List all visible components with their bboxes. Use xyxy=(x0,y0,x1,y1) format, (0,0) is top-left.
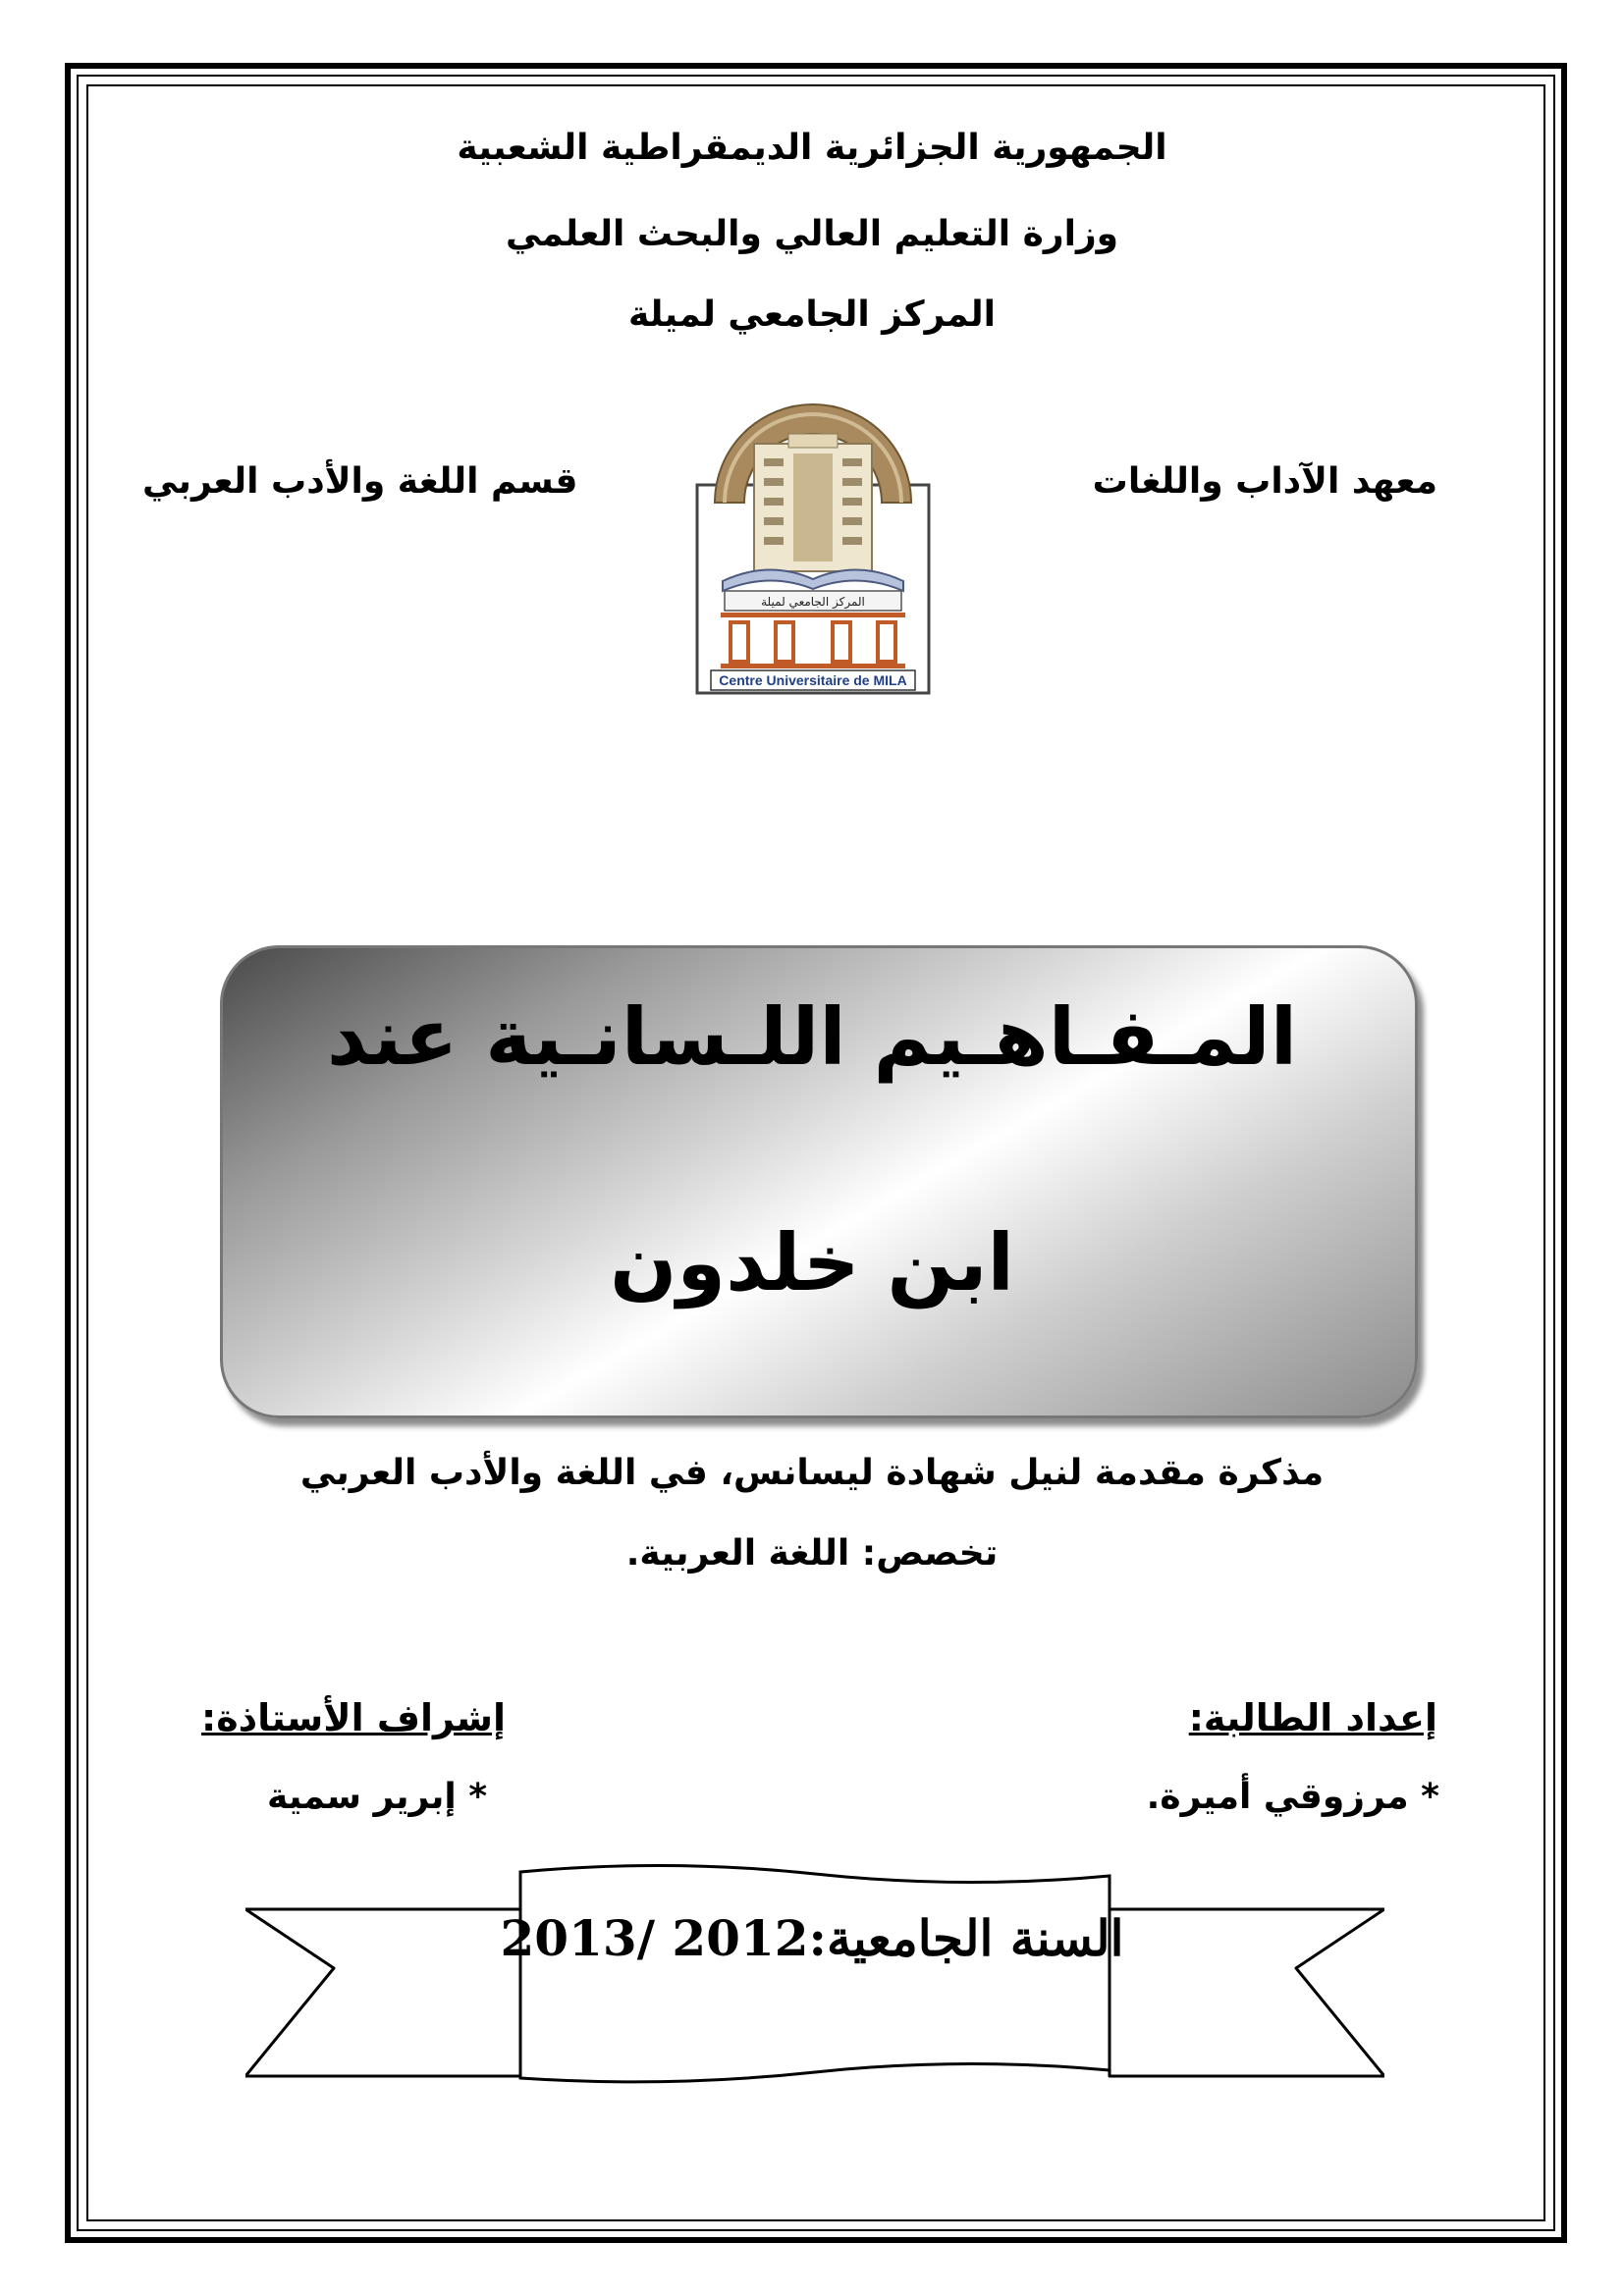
year-ribbon xyxy=(245,1860,1384,2115)
student-name: * مرزوقي أميرة. xyxy=(1146,1777,1439,1817)
logo-arabic-text: المركز الجامعي لميلة xyxy=(761,595,865,609)
university-logo xyxy=(695,395,931,695)
supervisor-name: * إبرير سمية xyxy=(267,1777,488,1817)
memo-description: مذكرة مقدمة لنيل شهادة ليسانس، في اللغة والأدب العربي xyxy=(299,1453,1325,1493)
thesis-title-line1: المـفـاهـيم اللـسانـية عند xyxy=(326,991,1298,1083)
academic-year: السنة الجامعية:2012 /2013 xyxy=(500,1909,1124,1967)
logo-caption: Centre Universitaire de MILA xyxy=(719,672,907,688)
student-label: إعداد الطالبة: xyxy=(1188,1696,1437,1739)
institute-label: معهد الآداب واللغات xyxy=(1092,461,1437,502)
thesis-title-line2: ابن خلدون xyxy=(610,1217,1014,1308)
specialty-line: تخصص: اللغة العربية. xyxy=(625,1533,999,1574)
supervisor-label: إشراف الأستاذة: xyxy=(201,1696,507,1739)
university-center-heading: المركز الجامعي لميلة xyxy=(627,294,996,335)
republic-heading: الجمهورية الجزائرية الديمقراطية الشعبية xyxy=(457,128,1167,168)
ministry-heading: وزارة التعليم العالي والبحث العلمي xyxy=(505,214,1119,254)
department-label: قسم اللغة والأدب العربي xyxy=(142,461,578,502)
